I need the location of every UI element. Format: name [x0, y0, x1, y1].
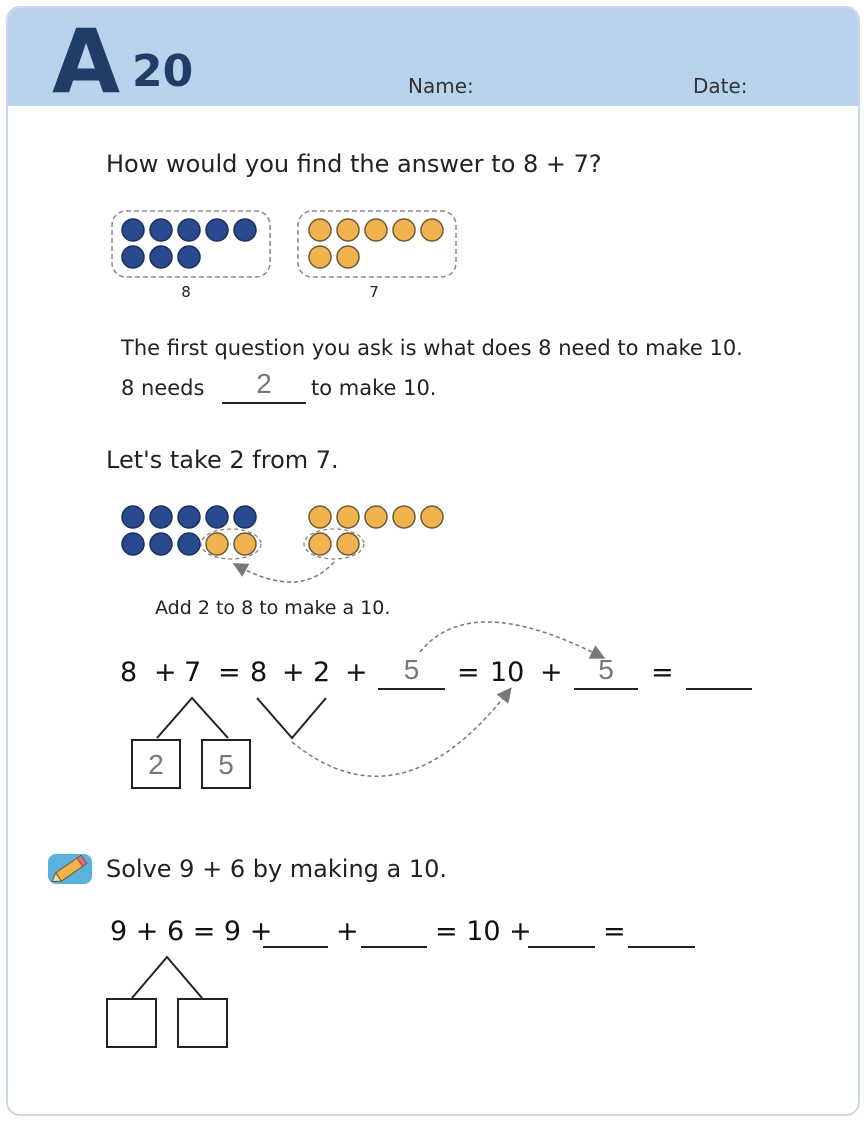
- eq-plus: +: [154, 657, 177, 688]
- blue-counter: [150, 246, 172, 268]
- orange-counter: [421, 219, 443, 241]
- explain-line-1: The first question you ask is what does 8 need to make 10.: [121, 336, 743, 360]
- name-label: Name:: [408, 74, 474, 98]
- count-label-8: 8: [181, 283, 191, 301]
- ex-blank-3[interactable]: [528, 946, 595, 948]
- blank-2[interactable]: [574, 688, 638, 690]
- split-lines-7: [157, 698, 228, 738]
- eq-plus: +: [540, 657, 563, 688]
- ex-split-box-left[interactable]: [106, 998, 157, 1048]
- eq-equals: =: [651, 657, 674, 688]
- remaining-orange-counters: [309, 506, 443, 555]
- split-box-right[interactable]: [201, 739, 251, 789]
- eq-8b: 8: [250, 657, 268, 688]
- blue-counter: [122, 219, 144, 241]
- eq-7: 7: [184, 657, 202, 688]
- blue-counter: [206, 219, 228, 241]
- split-box-left[interactable]: [131, 739, 181, 789]
- blue-counter: [122, 246, 144, 268]
- ex-plus: +: [336, 916, 359, 947]
- arrow-to-ten: [292, 692, 508, 776]
- blue-counter: [234, 219, 256, 241]
- ex-blank-2[interactable]: [361, 946, 427, 948]
- eq-plus: +: [345, 657, 368, 688]
- blue-counter: [178, 246, 200, 268]
- explain-line-2-end: to make 10.: [311, 376, 437, 400]
- blue-counter: [150, 219, 172, 241]
- ex-eq: =: [603, 916, 626, 947]
- count-label-7: 7: [369, 283, 379, 301]
- orange-counter: [337, 219, 359, 241]
- eq-10: 10: [490, 657, 525, 688]
- level-number: 20: [132, 46, 194, 97]
- pencil-icon: [48, 854, 92, 886]
- split-box-right-value: 5: [218, 749, 234, 780]
- arrow-to-second-blank: [420, 622, 600, 656]
- moved-orange-counters: [206, 533, 256, 555]
- take-text: Let's take 2 from 7.: [106, 446, 339, 474]
- blue-counter: [178, 219, 200, 241]
- orange-counter: [337, 246, 359, 268]
- answer-blank-1: 5: [403, 654, 420, 685]
- move-arrow: [238, 562, 334, 582]
- blue-counters-group: [122, 219, 256, 268]
- ex-blank-1[interactable]: [263, 946, 328, 948]
- split-lines-6: [132, 957, 202, 998]
- date-label: Date:: [693, 74, 748, 98]
- eq-8: 8: [120, 657, 138, 688]
- exercise-prompt: Solve 9 + 6 by making a 10.: [106, 855, 448, 883]
- blank-3[interactable]: [686, 688, 752, 690]
- level-letter: A: [52, 10, 121, 113]
- answer-needs: 2: [256, 368, 272, 399]
- ex-start: 9 + 6 = 9 +: [110, 916, 273, 947]
- eq-plus: +: [282, 657, 305, 688]
- split-box-left-value: 2: [148, 749, 164, 780]
- ex-eq10: = 10 +: [435, 916, 532, 947]
- eq-2: 2: [313, 657, 331, 688]
- add-caption: Add 2 to 8 to make a 10.: [155, 597, 391, 619]
- join-lines-8-2: [257, 698, 326, 738]
- explain-line-2-start: 8 needs: [121, 376, 205, 400]
- answer-blank-2: 5: [598, 654, 614, 685]
- answer-blank-needs[interactable]: [222, 402, 306, 404]
- orange-counters-group: [309, 219, 443, 268]
- eq-equals: =: [218, 657, 241, 688]
- eq-equals: =: [457, 657, 480, 688]
- ex-split-box-right[interactable]: [177, 998, 228, 1048]
- orange-counter: [393, 219, 415, 241]
- orange-counter: [309, 246, 331, 268]
- question-text: How would you find the answer to 8 + 7?: [106, 150, 602, 178]
- blank-1[interactable]: [378, 688, 445, 690]
- ex-blank-4[interactable]: [628, 946, 695, 948]
- orange-counter: [309, 219, 331, 241]
- orange-counter: [365, 219, 387, 241]
